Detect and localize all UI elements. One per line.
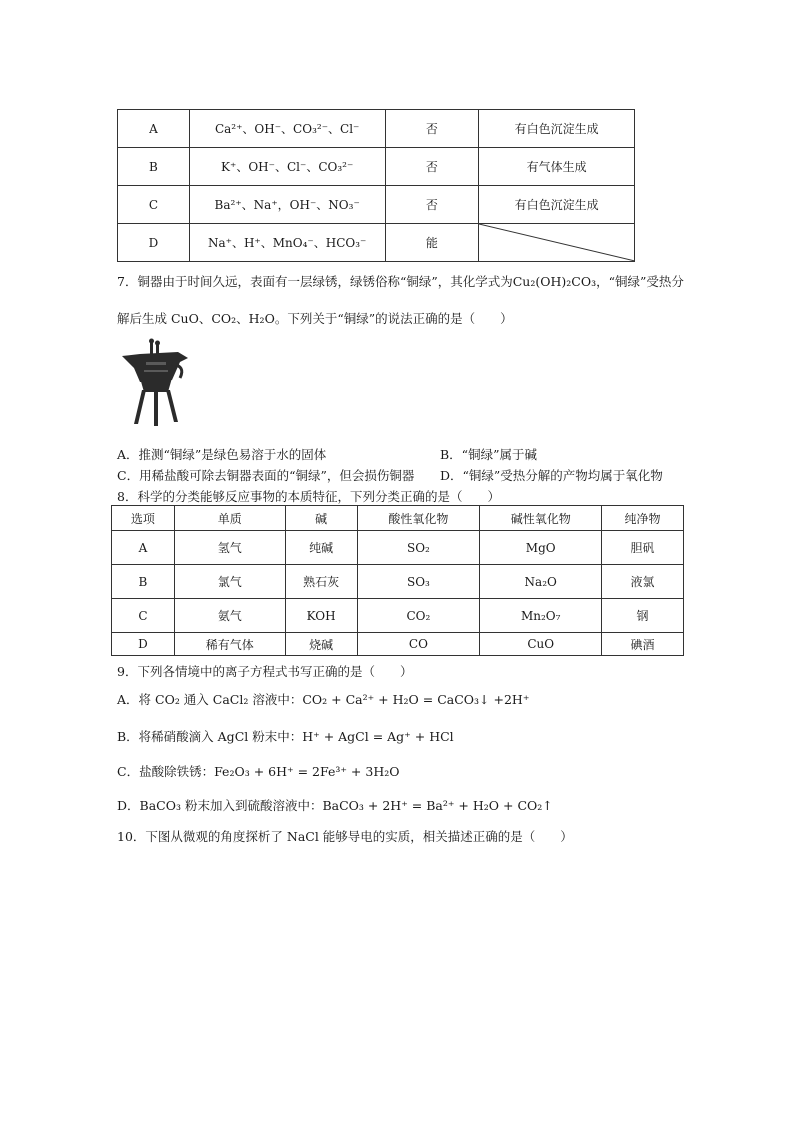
cell: CO₂ xyxy=(357,599,480,633)
cell: 纯碱 xyxy=(285,531,357,565)
row-label: C xyxy=(118,186,190,224)
judge-cell: 能 xyxy=(385,224,479,262)
cell: 氢气 xyxy=(174,531,285,565)
table-row xyxy=(112,565,684,599)
reason-cell: 有气体生成 xyxy=(479,148,635,186)
cell: MgO xyxy=(480,531,602,565)
ion-table xyxy=(117,109,635,262)
cell: 氯气 xyxy=(174,565,285,599)
table-row xyxy=(112,531,684,565)
reason-cell: 有白色沉淀生成 xyxy=(479,110,635,148)
cell: Mn₂O₇ xyxy=(480,599,602,633)
header-cell: 选项 xyxy=(112,506,175,531)
cell: D xyxy=(112,633,175,656)
ions-cell: Ca²⁺、OH⁻、CO₃²⁻、Cl⁻ xyxy=(189,110,385,148)
cell: B xyxy=(112,565,175,599)
ions-cell: K⁺、OH⁻、Cl⁻、CO₃²⁻ xyxy=(189,148,385,186)
judge-cell: 否 xyxy=(385,110,479,148)
header-cell: 碱性氧化物 xyxy=(480,506,602,531)
cell: 稀有气体 xyxy=(174,633,285,656)
cell: Na₂O xyxy=(480,565,602,599)
bronze-jue-figure xyxy=(120,338,190,428)
ions-cell: Ba²⁺、Na⁺，OH⁻、NO₃⁻ xyxy=(189,186,385,224)
table-row xyxy=(118,148,635,186)
q7-stem-line1: 7．铜器由于时间久远，表面有一层绿锈，绿锈俗称“铜绿”，其化学式为Cu₂(OH)₂CO₃，“铜绿”受热分 xyxy=(117,274,684,289)
table-header-row xyxy=(112,506,684,531)
cell: 氨气 xyxy=(174,599,285,633)
header-cell: 碱 xyxy=(285,506,357,531)
q7-stem-line2: 解后生成 CuO、CO₂、H₂O。下列关于“铜绿”的说法正确的是（ ） xyxy=(117,311,513,326)
reason-cell-diagonal xyxy=(479,224,635,262)
cell: 液氯 xyxy=(602,565,684,599)
table-row xyxy=(118,224,635,262)
cell: 碘酒 xyxy=(602,633,684,656)
cell: CuO xyxy=(480,633,602,656)
q7-option-c: C．用稀盐酸可除去铜器表面的“铜绿”，但会损伤铜器 xyxy=(117,468,415,483)
q10-stem: 10．下图从微观的角度探析了 NaCl 能够导电的实质，相关描述正确的是（ ） xyxy=(117,829,573,844)
header-cell: 纯净物 xyxy=(602,506,684,531)
q8-stem: 8．科学的分类能够反应事物的本质特征，下列分类正确的是（ ） xyxy=(117,489,500,504)
classification-table xyxy=(111,505,684,656)
diagonal-line xyxy=(479,224,635,261)
q9-option-a: A．将 CO₂ 通入 CaCl₂ 溶液中：CO₂ + Ca²⁺ + H₂O = CaCO₃↓ +2H⁺ xyxy=(117,692,530,707)
cell: 胆矾 xyxy=(602,531,684,565)
row-label: D xyxy=(118,224,190,262)
cell: SO₂ xyxy=(357,531,480,565)
cell: 熟石灰 xyxy=(285,565,357,599)
cell: KOH xyxy=(285,599,357,633)
row-label: A xyxy=(118,110,190,148)
header-cell: 单质 xyxy=(174,506,285,531)
judge-cell: 否 xyxy=(385,148,479,186)
cell: 钢 xyxy=(602,599,684,633)
judge-cell: 否 xyxy=(385,186,479,224)
q9-option-d: D．BaCO₃ 粉末加入到硫酸溶液中：BaCO₃ + 2H⁺ = Ba²⁺ + H₂O + CO₂↑ xyxy=(117,798,553,813)
row-label: B xyxy=(118,148,190,186)
cell: CO xyxy=(357,633,480,656)
q9-stem: 9．下列各情境中的离子方程式书写正确的是（ ） xyxy=(117,664,413,679)
ions-cell: Na⁺、H⁺、MnO₄⁻、HCO₃⁻ xyxy=(189,224,385,262)
q7-option-a: A．推测“铜绿”是绿色易溶于水的固体 xyxy=(117,447,327,462)
table-row xyxy=(112,599,684,633)
header-cell: 酸性氧化物 xyxy=(357,506,480,531)
reason-cell: 有白色沉淀生成 xyxy=(479,186,635,224)
table-row xyxy=(118,110,635,148)
cell: C xyxy=(112,599,175,633)
table-row xyxy=(118,186,635,224)
q9-option-c: C．盐酸除铁锈：Fe₂O₃ + 6H⁺ = 2Fe³⁺ + 3H₂O xyxy=(117,764,400,779)
q9-option-b: B．将稀硝酸滴入 AgCl 粉末中：H⁺ + AgCl = Ag⁺ + HCl xyxy=(117,729,454,744)
cell: 烧碱 xyxy=(285,633,357,656)
cell: A xyxy=(112,531,175,565)
q7-option-d: D．“铜绿”受热分解的产物均属于氧化物 xyxy=(440,468,663,483)
cell: SO₃ xyxy=(357,565,480,599)
q7-option-b: B．“铜绿”属于碱 xyxy=(440,447,537,462)
table-row xyxy=(112,633,684,656)
